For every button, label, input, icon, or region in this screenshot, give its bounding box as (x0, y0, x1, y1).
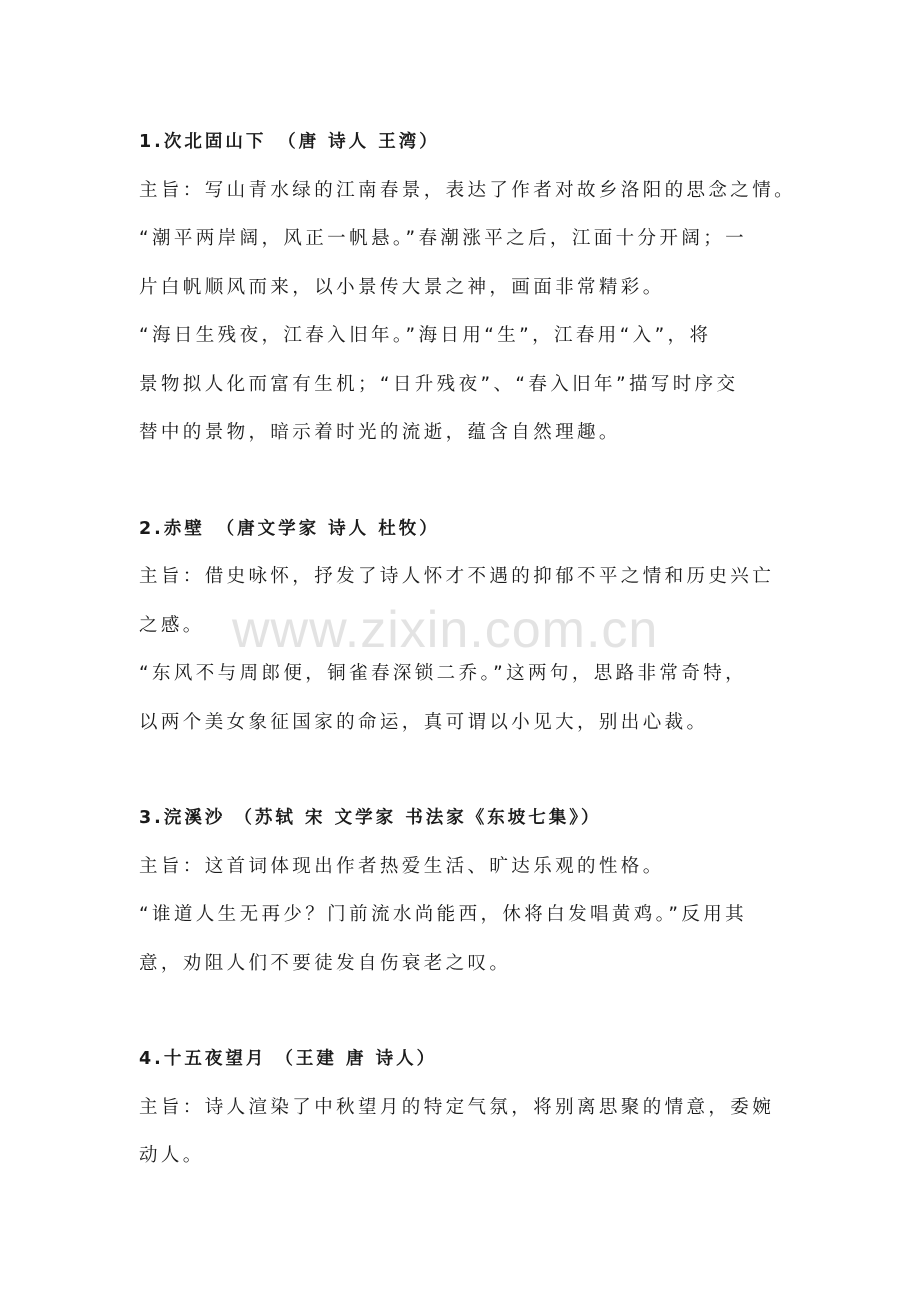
paragraph-line: 替中的景物，暗示着时光的流逝，蕴含自然理趣。 (139, 422, 621, 443)
paragraph-line: 意，劝阻人们不要徒发自伤衰老之叹。 (139, 952, 512, 974)
paragraph-line: “东风不与周郎便，铜雀春深锁二乔。”这两句，思路非常奇特， (139, 663, 748, 684)
watermark: www.zixin.com.cn (232, 601, 659, 659)
paragraph-line: “海日生残夜，江春入旧年。”海日用“生”，江春用“入”，将 (139, 325, 712, 346)
paragraph-line: 主旨：这首词体现出作者热爱生活、旷达乐观的性格。 (139, 855, 665, 877)
section-spacer (139, 747, 809, 794)
document-body (139, 118, 809, 1181)
section-heading: 1.次北固山下 （唐 诗人 王湾） (139, 132, 440, 152)
section-3 (139, 794, 809, 988)
paragraph-line: 动人。 (139, 1145, 205, 1166)
paragraph-line: 片白帆顺风而来，以小景传大景之神，画面非常精彩。 (139, 276, 665, 298)
section-4 (139, 1035, 809, 1181)
section-heading: 3.浣溪沙 （苏轼 宋 文学家 书法家《东坡七集》） (139, 808, 602, 828)
section-2 (139, 505, 809, 748)
paragraph-line: 之感。 (139, 614, 205, 636)
paragraph-line: 主旨：诗人渲染了中秋望月的特定气氛，将别离思聚的情意，委婉 (139, 1096, 775, 1118)
paragraph-line: “潮平两岸阔，风正一帆悬。”春潮涨平之后，江面十分开阔；一 (139, 228, 748, 249)
section-spacer (139, 458, 809, 505)
section-1 (139, 118, 809, 458)
section-heading: 4.十五夜望月 （王建 唐 诗人） (139, 1049, 438, 1069)
section-heading: 2.赤壁 （唐文学家 诗人 杜牧） (139, 518, 440, 539)
section-spacer (139, 988, 809, 1035)
paragraph-line: “谁道人生无再少？门前流水尚能西，休将白发唱黄鸡。”反用其 (139, 904, 748, 925)
paragraph-line: 主旨：借史咏怀，抒发了诗人怀才不遇的抑郁不平之情和历史兴亡 (139, 566, 775, 587)
paragraph-line: 景物拟人化而富有生机；“日升残夜”、“春入旧年”描写时序交 (139, 373, 739, 395)
paragraph-line: 主旨：写山青水绿的江南春景，表达了作者对故乡洛阳的思念之情。 (139, 179, 797, 201)
paragraph-line: 以两个美女象征国家的命运，真可谓以小见大，别出心裁。 (139, 711, 709, 733)
